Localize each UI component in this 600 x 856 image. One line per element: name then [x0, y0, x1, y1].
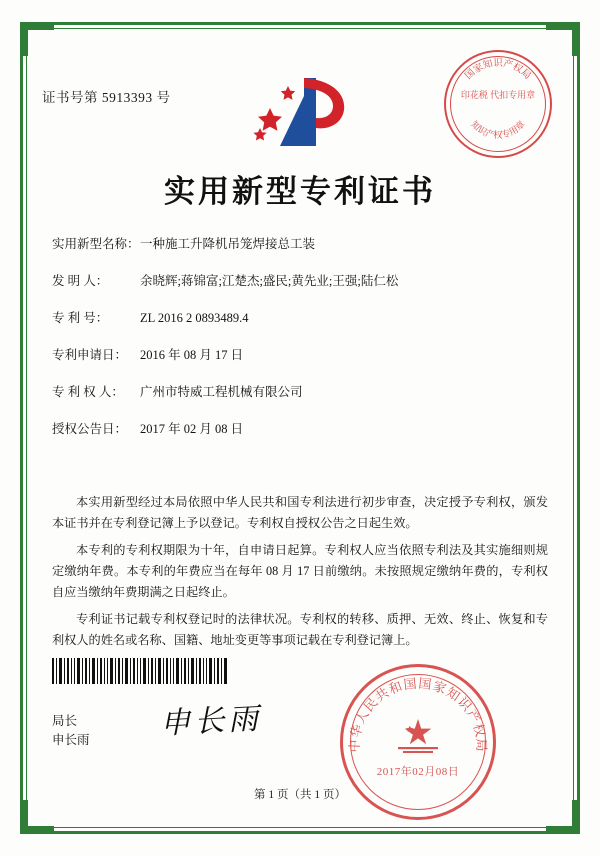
page-title: 实用新型专利证书	[164, 174, 436, 210]
field-value-patent-number: ZL 2016 2 0893489.4	[140, 311, 249, 325]
page-footer: 第 1 页（共 1 页）	[254, 789, 346, 801]
national-emblem-icon	[398, 719, 438, 753]
svg-text:中华人民共和国国家知识产权局: 中华人民共和国国家知识产权局	[347, 676, 489, 753]
legal-paragraph-1: 本实用新型经过本局依照中华人民共和国专利法进行初步审查，决定授予专利权，颁发本证书并在专利登记簿上予以登记。专利权自授权公告之日起生效。	[52, 495, 548, 530]
certificate-fields	[52, 236, 552, 458]
certificate-serial-number: 证书号第 5913393 号	[42, 90, 171, 105]
field-row-grant-date	[52, 421, 552, 438]
stamp-duty-seal-text: 印花税 代扣专用章	[460, 90, 536, 100]
field-row-invention-name	[52, 236, 552, 253]
barcode-icon	[52, 658, 228, 684]
field-value-inventors: 余晓辉;蒋锦富;江楚杰;盛民;黄先业;王强;陆仁松	[140, 274, 399, 288]
field-row-patent-number	[52, 310, 552, 327]
field-label-invention-name: 实用新型名称：	[52, 237, 140, 251]
field-value-invention-name: 一种施工升降机吊笼焊接总工装	[140, 237, 316, 251]
director-name: 申长雨	[52, 733, 90, 747]
director-title: 局长	[52, 714, 78, 728]
cnipa-logo-icon	[240, 72, 360, 154]
legal-paragraph-2: 本专利的专利权期限为十年，自申请日起算。专利权人应当依照专利法及其实施细则规定缴纳年费。本专利的年费应当在每年 08 月 17 日前缴纳。未按照规定缴纳年费的，专利权自应当缴纳年费期满之日起终止。	[52, 543, 548, 599]
stamp-duty-seal	[444, 50, 552, 158]
field-value-grant-date: 2017 年 02 月 08 日	[140, 422, 244, 436]
field-value-patentee: 广州市特威工程机械有限公司	[140, 385, 303, 399]
field-value-application-date: 2016 年 08 月 17 日	[140, 348, 244, 362]
svg-text:国家知识产权局: 国家知识产权局	[463, 58, 533, 82]
field-row-patentee	[52, 384, 552, 401]
certificate-content	[40, 44, 560, 812]
director-handwritten-signature: 申长雨	[159, 701, 264, 742]
signature-block	[52, 712, 90, 750]
field-label-patent-number: 专 利 号：	[52, 311, 109, 325]
legal-text-block	[52, 492, 548, 657]
official-seal-date: 2017年02月08日	[376, 766, 460, 778]
field-row-inventors	[52, 273, 552, 290]
field-row-application-date	[52, 347, 552, 364]
field-label-inventors: 发 明 人：	[52, 274, 109, 288]
svg-text:知识产权专用章: 知识产权专用章	[468, 119, 528, 141]
field-label-patentee: 专 利 权 人：	[52, 385, 124, 399]
legal-paragraph-3: 专利证书记载专利权登记时的法律状况。专利权的转移、质押、无效、终止、恢复和专利权人的姓名或名称、国籍、地址变更等事项记载在专利登记簿上。	[52, 612, 548, 647]
field-label-application-date: 专利申请日：	[52, 348, 128, 362]
field-label-grant-date: 授权公告日：	[52, 422, 128, 436]
